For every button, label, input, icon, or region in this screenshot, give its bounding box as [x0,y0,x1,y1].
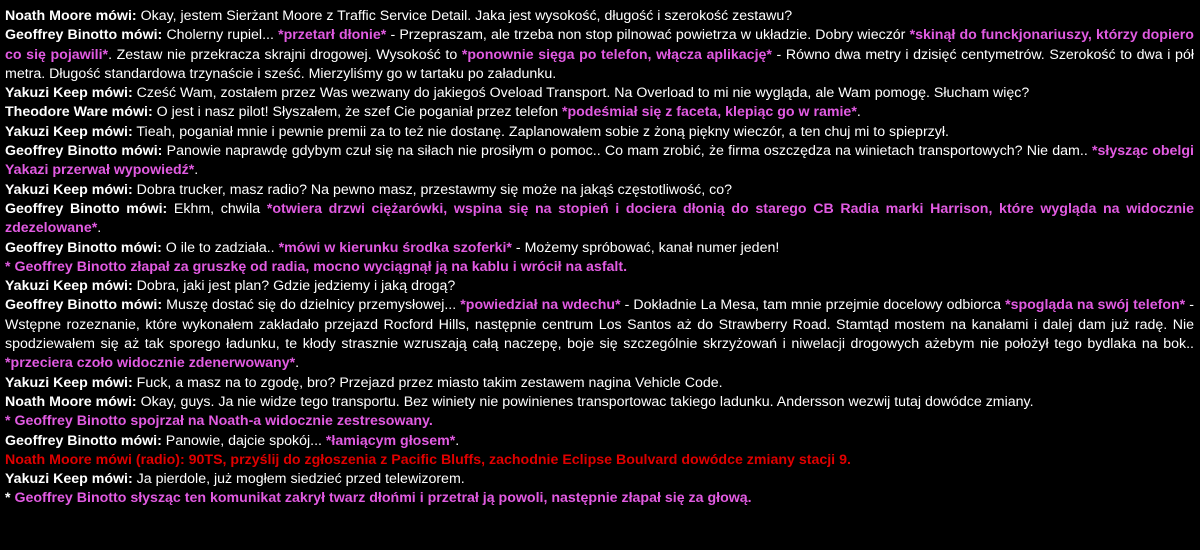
emote-text: *powiedział na wdechu* [460,297,621,314]
chat-message [5,84,1194,103]
chat-message [5,432,1194,451]
speech-text: Okay, guys. Ja nie widze tego transportu. Bez winiety nie powinienes transportowac takiego ladunku. Andersson wezwij tutaj dowódce zmiany. [136,393,1034,410]
speech-text: O jest i nasz pilot! Słyszałem, że szef Cie poganiał przez telefon [152,104,562,121]
emote-text: *przetarł dłonie* [278,27,387,44]
speaker-name: Noath Moore mówi: [5,393,137,410]
emote-text: Geoffrey Binotto słysząc ten komunikat zakrył twarz dłońmi i przetrał ją powoli, następnie złapał się za głową. [14,490,752,507]
speech-text: . [97,220,102,237]
speech-text: Dobra trucker, masz radio? Na pewno masz, przestawmy się może na jakąś częstotliwość, co? [132,181,732,198]
chat-message [5,296,1194,373]
speech-text: Okay, jestem Sierżant Moore z Traffic Service Detail. Jaka jest wysokość, długość i szerokość zestawu? [136,8,793,24]
emote-text: *mówi w kierunku środka szoferki* [278,239,512,256]
chat-message [5,181,1194,200]
chat-message [5,200,1194,239]
speech-text: . [455,432,460,449]
emote-text: *przeciera czoło widocznie zdenerwowany* [5,355,296,372]
emote-text: * Geoffrey Binotto spojrzał na Noath-a widocznie zestresowany. [5,413,433,430]
speech-text: Muszę dostać się do dzielnicy przemysłowej... [162,297,461,314]
speaker-name: Yakuzi Keep mówi: [5,278,133,295]
emote-text: *podeśmiał się z faceta, klepiąc go w ramie* [561,104,857,121]
speech-text: . Zestaw nie przekracza skrajni drogowej. Wysokość to [108,46,462,63]
speaker-name: Geoffrey Binotto mówi: [5,297,163,314]
chat-message [5,489,1194,508]
speaker-name: Yakuzi Keep mówi: [5,85,133,102]
chat-message [5,142,1194,181]
speaker-name: Yakuzi Keep mówi: [5,123,133,140]
speaker-name: Yakuzi Keep mówi: [5,471,133,488]
chat-message [5,470,1194,489]
speaker-name: Yakuzi Keep mówi: [5,181,133,198]
speech-text: Cześć Wam, zostałem przez Was wezwany do jakiegoś Oveload Transport. Na Overload to mi nie wygląda, ale Wam pomogę. Słucham więc? [132,85,1030,102]
speech-text: . [194,162,199,179]
speech-text: Panowie naprawdę gdybym czuł się na siłach nie prosiłym o pomoc.. Co mam zrobić, że firma oszczędza na winietach transportowych? Nie dam.. [162,143,1092,160]
speaker-name: Geoffrey Binotto mówi: [5,239,162,256]
speech-text: . [295,355,300,372]
emote-text: *łamiącym głosem* [325,432,456,449]
speech-text: Ekhm, chwila [167,200,267,217]
emote-text: *słysząc obelgi Yakazi przerwał wypowiedź* [5,143,1194,179]
speech-text: . [856,104,861,121]
speaker-name: Noath Moore mówi: [5,8,137,24]
speech-text: - Dokładnie La Mesa, tam mnie przejmie docelowy odbiorca [620,297,1006,314]
speech-text: Cholerny rupiel... [162,27,279,44]
speech-text: - Wstępne rozeznanie, które wykonałem zakładało przejazd Rocford Hills, następnie centrum Los Santos aż do Strawberry Road. Stamtąd mostem na kanałami i dalej dam już radę. Nie spodziewałem się aż tak sporego ładunku, te kłody strasznie wzruszają całą naczepę, boje się szczególnie skrzyżowań i niwelacji drogowych ażebym nie położył tego bydlaka na bok.. [5,297,1194,353]
chat-message [5,123,1194,142]
emote-text: * Geoffrey Binotto złapał za gruszkę od radia, mocno wyciągnął ją na kablu i wrócił na asfalt. [5,258,628,275]
speaker-name: Yakuzi Keep mówi: [5,374,133,391]
speech-text: - Przepraszam, ale trzeba non stop pilnować powietrza w układzie. Dobry wieczór [386,27,910,44]
chat-message [5,26,1194,84]
speaker-name: Geoffrey Binotto mówi: [5,200,168,217]
speech-text: Tieah, poganiał mnie i pewnie premii za to też nie dostanę. Zaplanowałem sobie z żoną piękny wieczór, a ten chuj mi to spieprzył. [132,123,949,140]
speaker-name: Theodore Ware mówi: [5,104,153,121]
emote-text: *otwiera drzwi ciężarówki, wspina się na stopień i dociera dłonią do starego CB Radia marki Harrison, które wygląda na widocznie zdezelowane* [5,200,1194,237]
chat-message [5,277,1194,296]
chat-message [5,7,1194,26]
speech-text: Panowie, dajcie spokój... [161,432,326,449]
speaker-name: Geoffrey Binotto mówi: [5,143,163,160]
chat-message [5,103,1194,122]
emote-text: *ponownie sięga po telefon, włącza aplikację* [461,46,772,63]
speech-text: Fuck, a masz na to zgodę, bro? Przejazd przez miasto takim zestawem nagina Vehicle Code. [132,374,723,391]
speaker-name: Geoffrey Binotto mówi: [5,27,163,44]
chat-message [5,239,1194,258]
chat-message [5,451,1194,470]
chat-message [5,412,1194,431]
chat-message [5,374,1194,393]
speech-text: O ile to zadziała.. [161,239,279,256]
speech-text: - Możemy spróbować, kanał numer jeden! [511,239,780,256]
speech-text: - Równo dwa metry i dzisięć centymetrów. Szerokość to dwa i pół metra. Długość standardowa trzynaście i sześć. Mierzyliśmy go w tartaku po załadunku. [5,46,1194,82]
speech-text: Dobra, jaki jest plan? Gdzie jedziemy i jaką drogą? [132,278,456,295]
chat-message [5,258,1194,277]
radio-text: Noath Moore mówi (radio): 90TS, przyślij do zgłoszenia z Pacific Bluffs, zachodnie Eclipse Boulvard dowódce zmiany stacji 9. [5,451,851,468]
speech-text: Ja pierdole, już mogłem siedzieć przed telewizorem. [132,471,465,488]
speaker-name: * [5,490,15,507]
emote-text: *skinął do funckjonariuszy, którzy dopiero co się pojawili* [5,27,1194,63]
speaker-name: Geoffrey Binotto mówi: [5,432,162,449]
emote-text: *spogląda na swój telefon* [1005,297,1186,314]
chat-message [5,393,1194,412]
